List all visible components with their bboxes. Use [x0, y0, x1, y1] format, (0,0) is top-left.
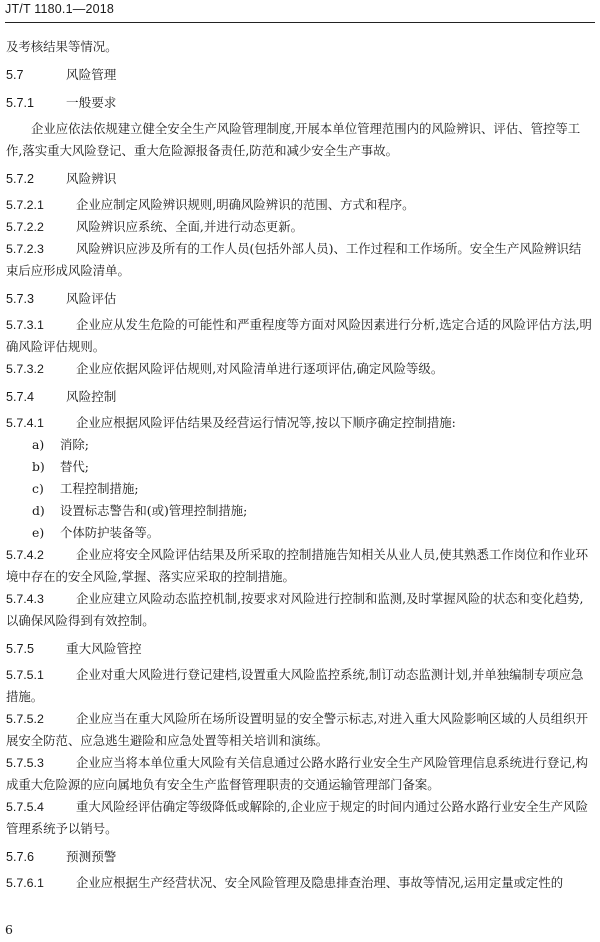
control-measures-list — [6, 434, 592, 544]
section-5-7-4-heading — [6, 386, 592, 408]
continuation-text: 及考核结果等情况。 — [6, 39, 118, 54]
clause-number: 5.7.5.1 — [6, 668, 44, 682]
clause-5-7-3-2 — [6, 358, 592, 380]
standard-number: JT/T 1180.1—2018 — [5, 2, 115, 16]
section-5-7-heading — [6, 64, 592, 86]
section-number: 5.7.3 — [6, 292, 35, 306]
clause-text: 企业应依据风险评估规则,对风险清单进行逐项评估,确定风险等级。 — [76, 361, 444, 376]
section-title: 重大风险管控 — [66, 642, 142, 656]
clause-number: 5.7.3.1 — [6, 318, 44, 332]
clause-number: 5.7.2.1 — [6, 198, 44, 212]
list-item — [32, 522, 592, 544]
clause-number: 5.7.5.2 — [6, 712, 44, 726]
list-item — [32, 500, 592, 522]
clause-text: 企业应从发生危险的可能性和严重程度等方面对风险因素进行分析,选定合适的风险评估方法,明确风险评估规则。 — [6, 317, 592, 354]
clause-number: 5.7.6.1 — [6, 876, 44, 890]
clause-5-7-6-1 — [6, 872, 592, 894]
section-title: 预测预警 — [66, 850, 117, 864]
paragraph: 企业应依法依规建立健全安全生产风险管理制度,开展本单位管理范围内的风险辨识、评估、管控等工作,落实重大风险登记、重大危险源报备责任,防范和减少安全生产事故。 — [6, 121, 581, 158]
section-5-7-3-heading — [6, 288, 592, 310]
clause-number: 5.7.5.4 — [6, 800, 44, 814]
clause-number: 5.7.3.2 — [6, 362, 44, 376]
clause-text: 企业对重大风险进行登记建档,设置重大风险监控系统,制订动态监测计划,并单独编制专项应急措施。 — [6, 667, 584, 704]
section-5-7-2-heading — [6, 168, 592, 190]
section-number: 5.7.1 — [6, 96, 35, 110]
clause-number: 5.7.4.1 — [6, 416, 44, 430]
list-text: 工程控制措施; — [60, 481, 139, 496]
section-title: 风险辨识 — [66, 172, 117, 186]
clause-5-7-2-3 — [6, 238, 592, 282]
clause-5-7-2-2 — [6, 216, 592, 238]
section-title: 风险控制 — [66, 390, 117, 404]
header-rule — [5, 22, 595, 23]
section-5-7-1-heading — [6, 92, 592, 114]
list-item — [32, 434, 592, 456]
clause-text: 企业应根据风险评估结果及经营运行情况等,按以下顺序确定控制措施: — [76, 415, 456, 430]
section-number: 5.7.5 — [6, 642, 35, 656]
clause-5-7-5-4 — [6, 796, 592, 840]
clause-number: 5.7.2.2 — [6, 220, 44, 234]
section-number: 5.7.6 — [6, 850, 35, 864]
clause-5-7-4-3 — [6, 588, 592, 632]
clause-5-7-4-2 — [6, 544, 592, 588]
list-marker: b) — [32, 459, 45, 474]
clause-5-7-3-1 — [6, 314, 592, 358]
list-text: 个体防护装备等。 — [60, 525, 160, 540]
clause-text: 企业应当在重大风险所在场所设置明显的安全警示标志,对进入重大风险影响区域的人员组织开展安全防范、应急逃生避险和应急处置等相关培训和演练。 — [6, 711, 588, 748]
list-item — [32, 478, 592, 500]
clause-text: 企业应将安全风险评估结果及所采取的控制措施告知相关从业人员,使其熟悉工作岗位和作业环境中存在的安全风险,掌握、落实应采取的控制措施。 — [6, 547, 588, 584]
clause-number: 5.7.5.3 — [6, 756, 44, 770]
clause-text: 企业应根据生产经营状况、安全风险管理及隐患排查治理、事故等情况,运用定量或定性的 — [76, 875, 564, 890]
section-title: 风险管理 — [66, 68, 117, 82]
clause-number: 5.7.4.2 — [6, 548, 44, 562]
clause-text: 重大风险经评估确定等级降低或解除的,企业应于规定的时间内通过公路水路行业安全生产风险管理系统予以销号。 — [6, 799, 588, 836]
clause-5-7-5-1 — [6, 664, 592, 708]
clause-5-7-5-3 — [6, 752, 592, 796]
section-5-7-5-heading — [6, 638, 592, 660]
section-number: 5.7 — [6, 68, 24, 82]
clause-text: 风险辨识应系统、全面,并进行动态更新。 — [76, 219, 303, 234]
list-text: 替代; — [60, 459, 89, 474]
list-marker: e) — [32, 525, 45, 540]
list-marker: c) — [32, 481, 44, 496]
list-marker: d) — [32, 503, 45, 518]
clause-text: 企业应建立风险动态监控机制,按要求对风险进行控制和监测,及时掌握风险的状态和变化趋势,以确保风险得到有效控制。 — [6, 591, 584, 628]
section-title: 风险评估 — [66, 292, 117, 306]
list-text: 设置标志警告和(或)管理控制措施; — [60, 503, 248, 518]
list-item — [32, 456, 592, 478]
clause-text: 风险辨识应涉及所有的工作人员(包括外部人员)、工作过程和工作场所。安全生产风险辨识结束后应形成风险清单。 — [6, 241, 582, 278]
list-text: 消除; — [60, 437, 89, 452]
section-number: 5.7.4 — [6, 390, 35, 404]
clause-number: 5.7.2.3 — [6, 242, 44, 256]
section-title: 一般要求 — [66, 96, 117, 110]
clause-text: 企业应当将本单位重大风险有关信息通过公路水路行业安全生产风险管理信息系统进行登记,构成重大危险源的应向属地负有安全生产监督管理职责的交通运输管理部门备案。 — [6, 755, 588, 792]
clause-text: 企业应制定风险辨识规则,明确风险辨识的范围、方式和程序。 — [76, 197, 415, 212]
section-5-7-6-heading — [6, 846, 592, 868]
section-number: 5.7.2 — [6, 172, 35, 186]
clause-5-7-2-1 — [6, 194, 592, 216]
clause-5-7-5-2 — [6, 708, 592, 752]
clause-5-7-4-1 — [6, 412, 592, 434]
document-body — [6, 36, 592, 894]
page-number: 6 — [5, 922, 13, 937]
list-marker: a) — [32, 437, 45, 452]
clause-number: 5.7.4.3 — [6, 592, 44, 606]
